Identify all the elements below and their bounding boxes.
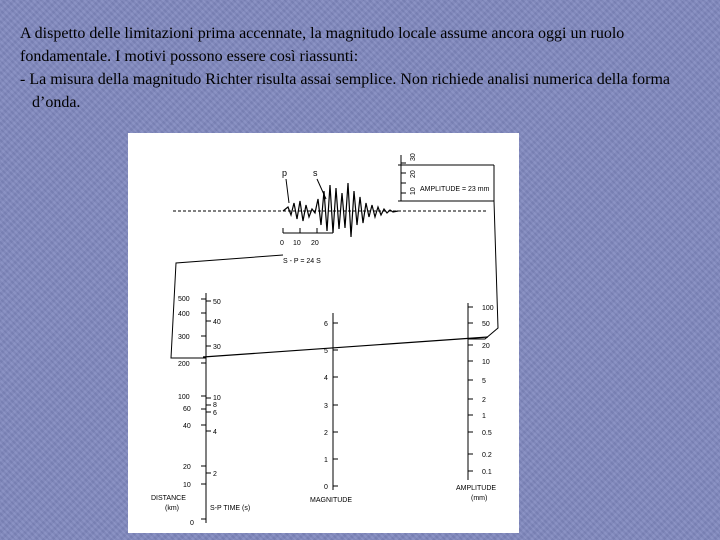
- amplitude-tick: 50: [482, 321, 490, 328]
- amplitude-tick: 1: [482, 413, 486, 420]
- sp-time-title: S-P TIME (s): [210, 505, 251, 512]
- amplitude-tick: 0.5: [482, 430, 492, 437]
- amplitude-tick: 2: [482, 397, 486, 404]
- sp-time-tick: 2: [213, 471, 217, 478]
- time-tick: 20: [311, 240, 319, 247]
- sp-time-tick: 40: [213, 319, 221, 326]
- magnitude-tick: 1: [324, 457, 328, 464]
- magnitude-tick: 5: [324, 348, 328, 355]
- magnitude-tick: 0: [324, 484, 328, 491]
- distance-tick: 300: [178, 334, 190, 341]
- sp-time-ticks: [206, 301, 211, 473]
- connector-left: [171, 255, 283, 358]
- distance-tick: 100: [178, 394, 190, 401]
- time-tick: 0: [280, 240, 284, 247]
- connector-right: [468, 201, 498, 339]
- s-wave-label: s: [313, 168, 318, 178]
- amplitude-tick: 100: [482, 305, 494, 312]
- amplitude-scale-title: AMPLITUDE: [456, 485, 497, 492]
- amplitude-tick: 20: [482, 343, 490, 350]
- distance-tick: 200: [178, 361, 190, 368]
- distance-tick: 60: [183, 406, 191, 413]
- slide-text: [20, 22, 710, 114]
- amp-scale-tick: 30: [410, 153, 417, 161]
- distance-tick: 400: [178, 311, 190, 318]
- amplitude-tick: 0.2: [482, 452, 492, 459]
- sp-time-tick: 10: [213, 395, 221, 402]
- intro-paragraph: A dispetto delle limitazioni prima accennate, la magnitudo locale assume ancora oggi un ruolo fondamentale. I motivi possono essere così riassunti:: [20, 25, 625, 65]
- distance-tick: 20: [183, 464, 191, 471]
- sp-time-tick: 6: [213, 410, 217, 417]
- distance-unit: (km): [165, 505, 179, 512]
- amplitude-tick: 0.1: [482, 469, 492, 476]
- distance-tick: 10: [183, 482, 191, 489]
- sp-time-tick: 8: [213, 402, 217, 409]
- magnitude-title: MAGNITUDE: [310, 497, 352, 504]
- distance-title: DISTANCE: [151, 495, 186, 502]
- nomogram-reading-line: [203, 337, 488, 357]
- p-wave-label: p: [282, 168, 288, 178]
- sp-time-tick: 50: [213, 299, 221, 306]
- distance-tick: 0: [190, 520, 194, 527]
- amplitude-label: AMPLITUDE = 23 mm: [420, 186, 490, 193]
- magnitude-tick: 3: [324, 403, 328, 410]
- nomogram-svg: [128, 133, 519, 533]
- magnitude-tick: 4: [324, 375, 328, 382]
- amp-scale-tick: 10: [410, 187, 417, 195]
- distance-tick: 500: [178, 296, 190, 303]
- amplitude-scale-unit: (mm): [471, 495, 488, 502]
- amplitude-tick: 10: [482, 359, 490, 366]
- richter-nomogram-figure: [128, 133, 519, 533]
- distance-tick: 40: [183, 423, 191, 430]
- sp-time-tick: 4: [213, 429, 217, 436]
- distance-ticks: [201, 299, 206, 519]
- bullet-item: - La misura della magnitudo Richter risulta assai semplice. Non richiede analisi numerica della forma d’onda.: [20, 71, 670, 111]
- magnitude-tick: 2: [324, 430, 328, 437]
- sp-label: S - P = 24 S: [283, 258, 321, 265]
- magnitude-tick: 6: [324, 321, 328, 328]
- sp-time-tick: 30: [213, 344, 221, 351]
- time-tick: 10: [293, 240, 301, 247]
- amplitude-ticks: [468, 307, 473, 471]
- amp-scale-tick: 20: [410, 170, 417, 178]
- amplitude-tick: 5: [482, 378, 486, 385]
